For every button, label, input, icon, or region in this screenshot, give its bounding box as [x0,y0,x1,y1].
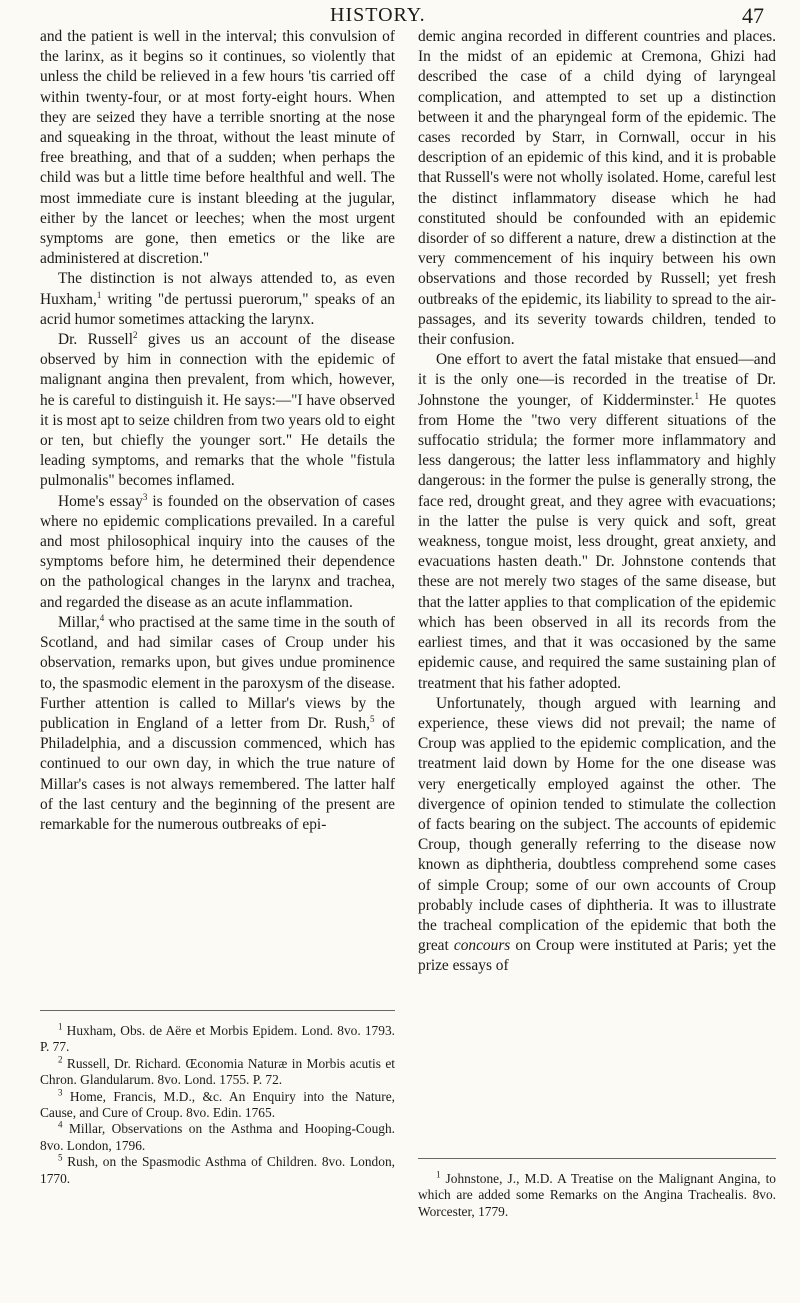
paragraph: Unfortunately, though argued with learning and experience, these views did not prevail; the name of Croup was applied to the epidemic complication, and the treatment laid down by Home for the one disease was very energetically employed against the other. The divergence of opinion tended to stimulate the collection of facts bearing on the subject. The accounts of epidemic Croup, though generally referring to the disease now known as diphtheria, doubtless comprehend some cases of simple Croup; some of our own accounts of Croup probably include cases of diphtheria. It was to illustrate the tracheal complication of the epidemic that both the great concours on Croup were instituted at Paris; yet the prize essays of [418,694,777,975]
footnote: $^1$ Johnstone, J., M.D. A Treatise on the Malignant Angina, to which are added some Remarks on the Angina Trachealis. 8vo. Worcester, 1779. [418,1169,776,1219]
left-footnotes [40,1010,395,1187]
footnote-ref: 1 [694,390,699,401]
footnote: $^3$ Home, Francis, M.D., &c. An Enquiry into the Nature, Cause, and Cure of Croup. 8vo. Edin. 1765. [40,1087,395,1121]
paragraph: One effort to avert the fatal mistake that ensued—and it is the only one—is recorded in the treatise of Dr. Johnstone the younger, of Kidderminster.$^1$ He quotes from Home the "two very different situations of the suffocatio stridula; the former more inflammatory and less dangerous; the latter less inflammatory and highly dangerous: in the former the pulse is generally strong, the face red, drought great, and they agree with evacuations; in the latter the pulse is very quick and soft, great weakness, tongue moist, less drought, great anxiety, and evacuations hasten death." Dr. Johnstone contends that these are not merely two stages of the same disease, but that the latter applies to that complication of the epidemic which has been observed in all its records from the earliest times, and that it was occasioned by the same epidemic cause, and required the same sustaining plan of treatment that his father adopted. [418,351,777,692]
footnote: $^1$ Huxham, Obs. de Aëre et Morbis Epidem. Lond. 8vo. 1793. P. 77. [40,1021,395,1055]
footnote-rule [40,1010,395,1011]
italic-term: concours [453,937,511,955]
left-column [40,27,395,835]
footnote-ref: 2 [132,329,138,340]
footnote-ref: 1 [96,289,102,300]
footnote-ref: 4 [99,612,105,623]
running-title: HISTORY. [330,4,426,26]
paragraph: The distinction is not always attended to, as even Huxham,$^1$ writing "de pertussi puerorum," speaks of an acrid humor sometimes attacking the larynx. [40,270,395,328]
footnote-ref: 3 [142,491,148,502]
paragraph: Dr. Russell$^2$ gives us an account of the disease observed by him in connection with the epidemic of malignant angina then prevalent, from which, however, he is careful to distinguish it. He says:—"I have observed it is most apt to seize children from two years old to eight or ten, but chiefly the younger sort." He details the leading symptoms, and remarks that the whole "fistula pulmonalis" becomes inflamed. [40,329,395,490]
paragraph: demic angina recorded in different countries and places. In the midst of an epidemic at Cremona, Ghizi had described the case of a child dying of laryngeal complication, and attempted to set up a distinction between it and the pharyngeal form of the epidemic. The cases recorded by Starr, in Cornwall, occur in his description of an epidemic of this kind, and it is probable that Russell's were not wholly isolated. Home, careful lest the distinct inflammatory disease which he had constituted should be confounded with an epidemic disorder of so different a nature, drew a distinction at the very commencement of his inquiry between his own observations and those recorded by Russell; yet fresh outbreaks of the epidemic, its liability to spread to the air-passages, and its severity towards children, tended to their confusion. [418,28,776,349]
right-column [418,27,776,977]
footnote: $^5$ Rush, on the Spasmodic Asthma of Children. 8vo. London, 1770. [40,1152,395,1186]
footnote-rule [418,1158,776,1159]
paragraph: and the patient is well in the interval; this convulsion of the larinx, as it begins so it continues, so violently that unless the child be relieved in a few hours 'tis carried off within twenty-four, or at most forty-eight hours. When they are seized they have a terrible snorting at the nose and squeaking in the throat, without the least minute of free breathing, and that of a sudden; when perhaps the child was but a little time before healthful and well. The most immediate cure is instant bleeding at the jugular, either by the lancet or leeches; when the most urgent symptoms are gone, then emetics or the like are administered at discretion." [40,28,395,268]
paragraph: Home's essay$^3$ is founded on the observation of cases where no epidemic complications prevailed. In a careful and most philosophical inquiry into the causes of the symptoms before him, he determined their dependence on the pathological changes in the larynx and trachea, and regarded the disease as an acute inflammation. [40,491,395,611]
footnote: $^4$ Millar, Observations on the Asthma and Hooping-Cough. 8vo. London, 1796. [40,1119,395,1153]
footnote-ref: 5 [369,713,375,724]
page-number: 47 [742,3,764,28]
paragraph: Millar,$^4$ who practised at the same time in the south of Scotland, and had similar cases of Croup under his observation, remarks upon, but gives undue prominence to, the spasmodic element in the paroxysm of the disease. Further attention is called to Millar's views by the publication in England of a letter from Dr. Rush,$^5$ of Philadelphia, and a discussion commenced, which has continued to our own day, in which the true nature of Millar's cases is not always remembered. The latter half of the last century and the beginning of the present are remarkable for the numerous outbreaks of epi- [40,612,395,833]
footnote: $^2$ Russell, Dr. Richard. Œconomia Naturæ in Morbis acutis et Chron. Glandularum. 8vo. Lond. 1755. P. 72. [40,1054,395,1088]
right-footnotes [418,1158,776,1220]
